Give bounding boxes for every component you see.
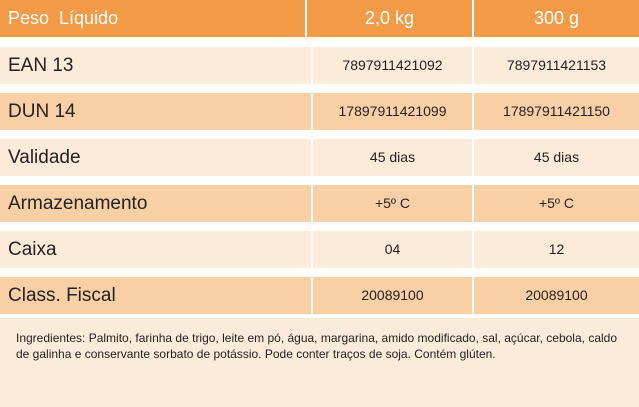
header-col-300g: 300 g: [533, 8, 580, 28]
table-row-dun14: [0, 93, 639, 130]
row-value-2kg: 45 dias: [369, 149, 416, 165]
table-row-ean13: [0, 47, 639, 84]
row-value-300g: 20089100: [525, 287, 588, 303]
ingredients-box: [0, 318, 639, 407]
row-value-300g: 7897911421153: [506, 57, 607, 73]
row-value-2kg: 04: [384, 241, 401, 257]
table-header: [0, 0, 639, 37]
row-value-300g: 45 dias: [533, 149, 580, 165]
row-value-2kg: 17897911421099: [338, 103, 447, 119]
row-label: Caixa: [8, 239, 57, 260]
row-value-2kg: 20089100: [361, 287, 424, 303]
row-value-300g: 17897911421150: [503, 103, 610, 119]
row-label: Armazenamento: [8, 193, 148, 214]
table-row-validade: [0, 139, 639, 176]
row-value-300g: 12: [548, 241, 565, 257]
table-row-armazenamento: [0, 185, 639, 222]
row-label: EAN 13: [8, 55, 74, 76]
table-row-class-fiscal: [0, 277, 639, 314]
row-label: Class. Fiscal: [8, 285, 116, 306]
header-col-2kg: 2,0 kg: [364, 8, 415, 28]
ingredients-text: Ingredientes: Palmito, farinha de trigo, leite em pó, água, margarina, amido modificado, sal, açúcar, cebola, caldo de galinha e conservante sorbato de potássio. Pode conter traços de soja. Contém glúten.: [16, 331, 618, 361]
row-value-2kg: +5º C: [374, 195, 411, 211]
row-label: Validade: [8, 147, 81, 168]
table-row-caixa: [0, 231, 639, 268]
row-value-2kg: 7897911421092: [342, 57, 443, 73]
row-value-300g: +5º C: [538, 195, 575, 211]
row-label: DUN 14: [8, 101, 76, 122]
header-label: Peso Líquido: [8, 8, 119, 28]
